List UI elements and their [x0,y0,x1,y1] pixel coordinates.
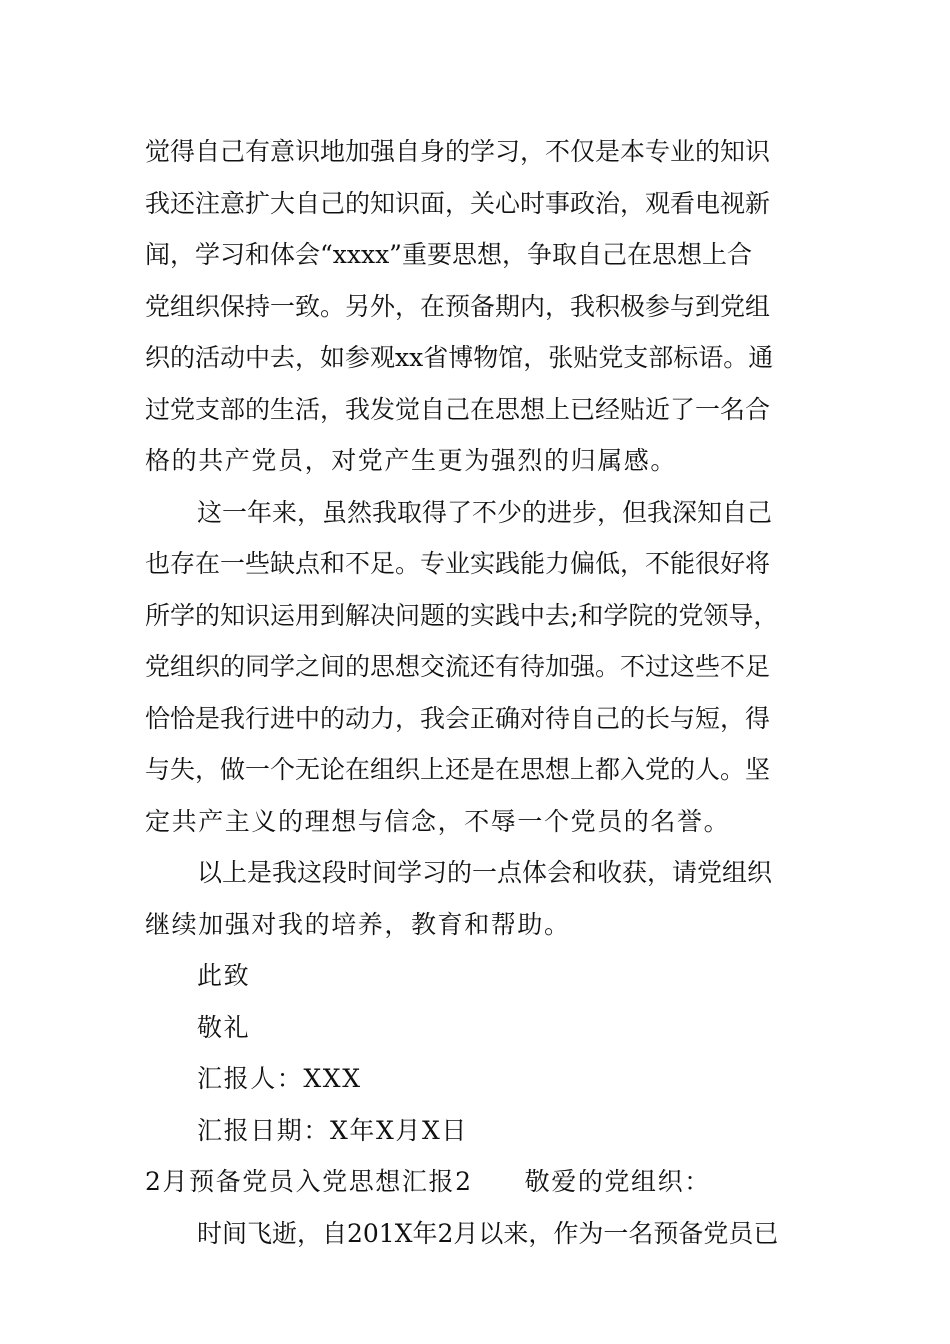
next-section-title: 2月预备党员入党思想汇报2 [145,1167,473,1196]
reporter-name: 汇报人：XXX [197,1064,362,1093]
paragraph-1-line-5: 织的活动中去，如参观xx省博物馆，张贴党支部标语。通 [145,343,774,372]
paragraph-2-line-7: 定共产主义的理想与信念，不辱一个党员的名誉。 [145,807,731,836]
paragraph-1-line-1: 觉得自己有意识地加强自身的学习，不仅是本专业的知识 [145,137,771,166]
paragraph-1-line-7: 格的共产党员，对党产生更为强烈的归属感。 [145,446,678,475]
next-section-line-1: 时间飞逝，自201X年2月以来，作为一名预备党员已 [197,1219,779,1248]
next-section-heading [145,1162,810,1202]
paragraph-2-line-3: 所学的知识运用到解决问题的实践中去;和学院的党领导， [145,601,779,630]
paragraph-2-line-6: 与失，做一个无论在组织上还是在思想上都入党的人。坚 [145,755,771,784]
closing-salutation: 此致 [197,961,251,990]
paragraph-1-line-3: 闻，学习和体会“xxxx”重要思想，争取自己在思想上合 [145,240,752,269]
paragraph-2-line-2: 也存在一些缺点和不足。专业实践能力偏低，不能很好将 [145,549,771,578]
paragraph-2-line-5: 恰恰是我行进中的动力，我会正确对待自己的长与短，得 [145,704,771,733]
report-date: 汇报日期：X年X月X日 [197,1116,468,1145]
paragraph-2-line-4: 党组织的同学之间的思想交流还有待加强。不过这些不足 [145,652,771,681]
next-section-greeting: 敬爱的党组织： [524,1167,711,1196]
paragraph-1-line-6: 过党支部的生活，我发觉自己在思想上已经贴近了一名合 [145,395,771,424]
paragraph-1-line-2: 我还注意扩大自己的知识面，关心时事政治，观看电视新 [145,189,771,218]
closing-regards: 敬礼 [197,1013,251,1042]
paragraph-1-line-4: 党组织保持一致。另外，在预备期内，我积极参与到党组 [145,292,771,321]
paragraph-2-line-1: 这一年来，虽然我取得了不少的进步，但我深知自己 [197,498,773,527]
paragraph-3-line-1: 以上是我这段时间学习的一点体会和收获，请党组织 [197,858,773,887]
paragraph-3-line-2: 继续加强对我的培养，教育和帮助。 [145,910,571,939]
